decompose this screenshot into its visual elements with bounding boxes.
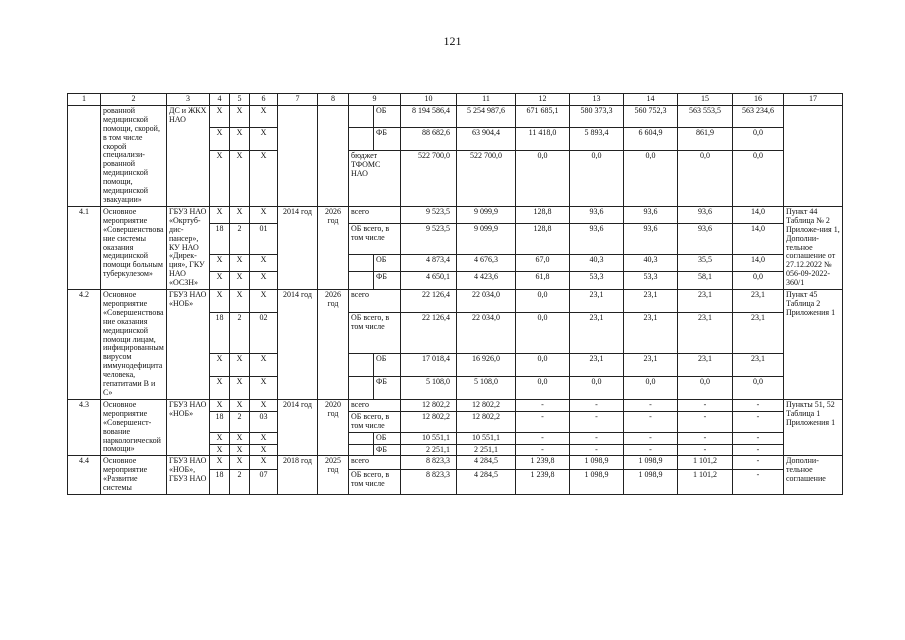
source-indent [349, 272, 374, 290]
amount-cell: - [516, 399, 570, 411]
code-cell: Х [250, 456, 278, 470]
amount-cell: 40,3 [624, 254, 678, 272]
executor-cell: ДС и ЖКХ НАО [167, 105, 210, 206]
note-cell: Пункт 44 Таблица № 2 Приложе-ния 1, Дополни-тельное соглашение от 27.12.2022 № 056-09-2022-360/1 [784, 206, 843, 289]
amount-cell: 23,1 [624, 290, 678, 313]
amount-cell: - [570, 399, 624, 411]
funding-source: ФБ [374, 272, 401, 290]
code-cell: Х [230, 254, 250, 272]
amount-cell: 522 700,0 [401, 150, 457, 206]
amount-cell: 4 284,5 [457, 456, 516, 470]
funding-source: ФБ [374, 128, 401, 150]
column-number: 3 [167, 94, 210, 106]
source-indent [349, 444, 374, 456]
amount-cell: 0,0 [516, 290, 570, 313]
amount-cell: 23,1 [733, 290, 784, 313]
code-cell: Х [250, 432, 278, 444]
column-number: 5 [230, 94, 250, 106]
amount-cell: - [678, 444, 733, 456]
code-cell: Х [250, 128, 278, 150]
page-number: 121 [443, 34, 462, 48]
amount-cell: 12 802,2 [401, 411, 457, 432]
source-indent [349, 128, 374, 150]
funding-source: ОБ всего, в том числе [349, 313, 401, 353]
table-row [68, 290, 843, 313]
amount-cell: 23,1 [570, 353, 624, 376]
amount-cell: 14,0 [733, 224, 784, 255]
code-cell: Х [250, 399, 278, 411]
code-cell: Х [230, 353, 250, 376]
section-number: 4.4 [68, 456, 101, 495]
code-cell: Х [250, 290, 278, 313]
amount-cell: - [570, 432, 624, 444]
source-indent [349, 254, 374, 272]
amount-cell: - [733, 456, 784, 470]
code-cell: Х [210, 105, 230, 127]
funding-source: бюджет ТФОМС НАО [349, 150, 401, 206]
amount-cell: - [624, 411, 678, 432]
column-number: 16 [733, 94, 784, 106]
code-cell: Х [210, 444, 230, 456]
amount-cell: 23,1 [624, 353, 678, 376]
amount-cell: 16 926,0 [457, 353, 516, 376]
amount-cell: 0,0 [516, 353, 570, 376]
amount-cell: - [678, 399, 733, 411]
amount-cell: 0,0 [516, 313, 570, 353]
amount-cell: 0,0 [570, 150, 624, 206]
amount-cell: 563 553,5 [678, 105, 733, 127]
amount-cell: 11 418,0 [516, 128, 570, 150]
code-cell: Х [250, 105, 278, 127]
column-number: 9 [349, 94, 401, 106]
source-indent [349, 432, 374, 444]
amount-cell: 93,6 [678, 206, 733, 224]
note-cell: Пункты 51, 52 Таблица 1 Приложения 1 [784, 399, 843, 456]
column-number: 15 [678, 94, 733, 106]
code-cell: Х [210, 399, 230, 411]
amount-cell: 0,0 [733, 150, 784, 206]
amount-cell: 5 108,0 [401, 376, 457, 399]
amount-cell: 1 101,2 [678, 470, 733, 495]
amount-cell: 1 239,8 [516, 470, 570, 495]
amount-cell: 1 098,9 [570, 456, 624, 470]
start-year: 2014 год [278, 206, 318, 289]
code-cell: Х [210, 290, 230, 313]
amount-cell: - [570, 411, 624, 432]
table-row [68, 456, 843, 470]
amount-cell: 23,1 [733, 313, 784, 353]
amount-cell: 128,8 [516, 206, 570, 224]
code-cell: Х [230, 272, 250, 290]
amount-cell: - [678, 432, 733, 444]
amount-cell: - [624, 444, 678, 456]
amount-cell: 4 676,3 [457, 254, 516, 272]
amount-cell: 2 251,1 [401, 444, 457, 456]
funding-source: ОБ всего, в том числе [349, 411, 401, 432]
code-cell: Х [230, 105, 250, 127]
amount-cell: 9 099,9 [457, 224, 516, 255]
amount-cell: 10 551,1 [401, 432, 457, 444]
code-cell: Х [230, 290, 250, 313]
column-number: 17 [784, 94, 843, 106]
amount-cell: 671 685,1 [516, 105, 570, 127]
code-cell: Х [210, 150, 230, 206]
end-year: 2026 год [318, 206, 349, 289]
amount-cell: 9 523,5 [401, 224, 457, 255]
amount-cell: 0,0 [570, 376, 624, 399]
amount-cell: 0,0 [733, 128, 784, 150]
column-number: 6 [250, 94, 278, 106]
executor-cell: ГБУЗ НАО «НОБ» [167, 399, 210, 456]
table-body [68, 94, 843, 495]
budget-table [67, 93, 843, 495]
amount-cell: 1 098,9 [624, 470, 678, 495]
amount-cell: 23,1 [678, 313, 733, 353]
code-cell: Х [250, 150, 278, 206]
amount-cell: 4 873,4 [401, 254, 457, 272]
amount-cell: 1 101,2 [678, 456, 733, 470]
code-cell: Х [210, 456, 230, 470]
code-cell: Х [210, 128, 230, 150]
amount-cell: 22 126,4 [401, 290, 457, 313]
amount-cell: 12 802,2 [457, 411, 516, 432]
column-number: 1 [68, 94, 101, 106]
measure-name: рованной медицинской помощи, скорой, в том числе скорой специализи-рованной медицинской помощи, медицинской эвакуации» [101, 105, 167, 206]
amount-cell: 12 802,2 [457, 399, 516, 411]
code-cell: Х [210, 254, 230, 272]
code-cell: 2 [230, 411, 250, 432]
code-cell: Х [230, 206, 250, 224]
amount-cell: 88 682,6 [401, 128, 457, 150]
start-year: 2014 год [278, 290, 318, 400]
amount-cell: 23,1 [733, 353, 784, 376]
code-cell: Х [250, 206, 278, 224]
amount-cell: 1 098,9 [570, 470, 624, 495]
amount-cell: 6 604,9 [624, 128, 678, 150]
start-year: 2018 год [278, 456, 318, 495]
amount-cell: 93,6 [570, 206, 624, 224]
amount-cell: - [733, 411, 784, 432]
funding-source: всего [349, 206, 401, 224]
table-row [68, 206, 843, 224]
amount-cell: 580 373,3 [570, 105, 624, 127]
amount-cell: 12 802,2 [401, 399, 457, 411]
amount-cell: 8 823,3 [401, 470, 457, 495]
end-year: 2026 год [318, 290, 349, 400]
amount-cell: 93,6 [570, 224, 624, 255]
amount-cell: - [516, 432, 570, 444]
funding-source: ОБ [374, 353, 401, 376]
amount-cell: 5 254 987,6 [457, 105, 516, 127]
end-year: 2025 год [318, 456, 349, 495]
code-cell: Х [250, 376, 278, 399]
code-cell: Х [210, 272, 230, 290]
code-cell: Х [210, 432, 230, 444]
executor-cell: ГБУЗ НАО «НОБ», ГБУЗ НАО [167, 456, 210, 495]
amount-cell: 23,1 [624, 313, 678, 353]
amount-cell: 22 034,0 [457, 290, 516, 313]
measure-name: Основное мероприятие «Совершенствова ние системы оказания медицинской помощи больным туберкулезом» [101, 206, 167, 289]
amount-cell: 0,0 [516, 150, 570, 206]
amount-cell: - [516, 411, 570, 432]
source-indent [349, 105, 374, 127]
amount-cell: - [624, 399, 678, 411]
start-year: 2014 год [278, 399, 318, 456]
amount-cell: - [733, 444, 784, 456]
column-number: 4 [210, 94, 230, 106]
table-row [68, 105, 843, 127]
funding-source: всего [349, 399, 401, 411]
amount-cell: 4 650,1 [401, 272, 457, 290]
code-cell: Х [230, 432, 250, 444]
amount-cell: 0,0 [624, 150, 678, 206]
funding-source: ФБ [374, 376, 401, 399]
amount-cell: - [733, 432, 784, 444]
code-cell: Х [250, 254, 278, 272]
amount-cell: - [624, 432, 678, 444]
note-cell [784, 105, 843, 206]
amount-cell: 8 823,3 [401, 456, 457, 470]
amount-cell: 9 099,9 [457, 206, 516, 224]
amount-cell: 0,0 [733, 272, 784, 290]
code-cell: 18 [210, 411, 230, 432]
section-number: 4.1 [68, 206, 101, 289]
amount-cell: 0,0 [516, 376, 570, 399]
amount-cell: 67,0 [516, 254, 570, 272]
funding-source: ФБ [374, 444, 401, 456]
funding-source: ОБ [374, 105, 401, 127]
note-cell: Дополни-тельное соглашение [784, 456, 843, 495]
code-cell: 02 [250, 313, 278, 353]
funding-source: ОБ [374, 432, 401, 444]
amount-cell: 23,1 [570, 290, 624, 313]
funding-source: всего [349, 290, 401, 313]
amount-cell: 5 893,4 [570, 128, 624, 150]
amount-cell: 14,0 [733, 254, 784, 272]
amount-cell: 563 234,6 [733, 105, 784, 127]
end-year: 2020 год [318, 399, 349, 456]
amount-cell: 23,1 [570, 313, 624, 353]
source-indent [349, 376, 374, 399]
code-cell: Х [210, 353, 230, 376]
source-indent [349, 353, 374, 376]
amount-cell: 8 194 586,4 [401, 105, 457, 127]
funding-source: ОБ [374, 254, 401, 272]
code-cell: Х [230, 376, 250, 399]
amount-cell: 0,0 [733, 376, 784, 399]
column-number: 12 [516, 94, 570, 106]
code-cell: 01 [250, 224, 278, 255]
amount-cell: - [570, 444, 624, 456]
amount-cell: 17 018,4 [401, 353, 457, 376]
amount-cell: 35,5 [678, 254, 733, 272]
amount-cell: 2 251,1 [457, 444, 516, 456]
note-cell: Пункт 45 Таблица 2 Приложения 1 [784, 290, 843, 400]
amount-cell: 128,8 [516, 224, 570, 255]
amount-cell: 1 098,9 [624, 456, 678, 470]
section-number [68, 105, 101, 206]
amount-cell: - [733, 399, 784, 411]
code-cell: Х [230, 128, 250, 150]
amount-cell: 53,3 [570, 272, 624, 290]
amount-cell: - [516, 444, 570, 456]
code-cell: Х [210, 206, 230, 224]
table-row [68, 399, 843, 411]
amount-cell: 40,3 [570, 254, 624, 272]
amount-cell: 0,0 [678, 376, 733, 399]
funding-source: всего [349, 456, 401, 470]
column-number: 13 [570, 94, 624, 106]
column-number: 14 [624, 94, 678, 106]
amount-cell: 560 752,3 [624, 105, 678, 127]
code-cell: 18 [210, 313, 230, 353]
section-number: 4.3 [68, 399, 101, 456]
code-cell: Х [250, 444, 278, 456]
amount-cell: 0,0 [624, 376, 678, 399]
amount-cell: 861,9 [678, 128, 733, 150]
amount-cell: 58,1 [678, 272, 733, 290]
amount-cell: 22 126,4 [401, 313, 457, 353]
code-cell: Х [250, 272, 278, 290]
code-cell: Х [230, 444, 250, 456]
amount-cell: - [678, 411, 733, 432]
code-cell: 18 [210, 224, 230, 255]
code-cell: 2 [230, 224, 250, 255]
amount-cell: 10 551,1 [457, 432, 516, 444]
code-cell: Х [230, 399, 250, 411]
start-year [278, 105, 318, 206]
amount-cell: 61,8 [516, 272, 570, 290]
code-cell: Х [210, 376, 230, 399]
code-cell: Х [250, 353, 278, 376]
amount-cell: 23,1 [678, 290, 733, 313]
measure-name: Основное мероприятие «Развитие системы [101, 456, 167, 495]
code-cell: Х [230, 150, 250, 206]
amount-cell: 53,3 [624, 272, 678, 290]
amount-cell: 93,6 [624, 206, 678, 224]
amount-cell: 22 034,0 [457, 313, 516, 353]
funding-source: ОБ всего, в том числе [349, 470, 401, 495]
executor-cell: ГБУЗ НАО «НОБ» [167, 290, 210, 400]
code-cell: 18 [210, 470, 230, 495]
end-year [318, 105, 349, 206]
amount-cell: 4 284,5 [457, 470, 516, 495]
column-number: 7 [278, 94, 318, 106]
code-cell: 2 [230, 313, 250, 353]
funding-source: ОБ всего, в том числе [349, 224, 401, 255]
code-cell: 03 [250, 411, 278, 432]
executor-cell: ГБУЗ НАО «Окртуб-дис-пансер», КУ НАО «Дирек-ция», ГКУ НАО «ОСЗН» [167, 206, 210, 289]
column-number: 8 [318, 94, 349, 106]
amount-cell: 93,6 [678, 224, 733, 255]
amount-cell: 1 239,8 [516, 456, 570, 470]
amount-cell: 14,0 [733, 206, 784, 224]
amount-cell: 63 904,4 [457, 128, 516, 150]
measure-name: Основное мероприятие «Совершенствова ние оказания медицинской помощи лицам, инфицированным вирусом иммунодефицита человека, гепатитами В и С» [101, 290, 167, 400]
column-number: 2 [101, 94, 167, 106]
column-number: 10 [401, 94, 457, 106]
amount-cell: 0,0 [678, 150, 733, 206]
code-cell: 2 [230, 470, 250, 495]
amount-cell: 522 700,0 [457, 150, 516, 206]
column-number-row [68, 94, 843, 106]
code-cell: Х [230, 456, 250, 470]
column-number: 11 [457, 94, 516, 106]
amount-cell: 4 423,6 [457, 272, 516, 290]
amount-cell: 93,6 [624, 224, 678, 255]
amount-cell: - [733, 470, 784, 495]
amount-cell: 23,1 [678, 353, 733, 376]
code-cell: 07 [250, 470, 278, 495]
section-number: 4.2 [68, 290, 101, 400]
amount-cell: 9 523,5 [401, 206, 457, 224]
amount-cell: 5 108,0 [457, 376, 516, 399]
measure-name: Основное мероприятие «Совершенст-вование наркологической помощи» [101, 399, 167, 456]
